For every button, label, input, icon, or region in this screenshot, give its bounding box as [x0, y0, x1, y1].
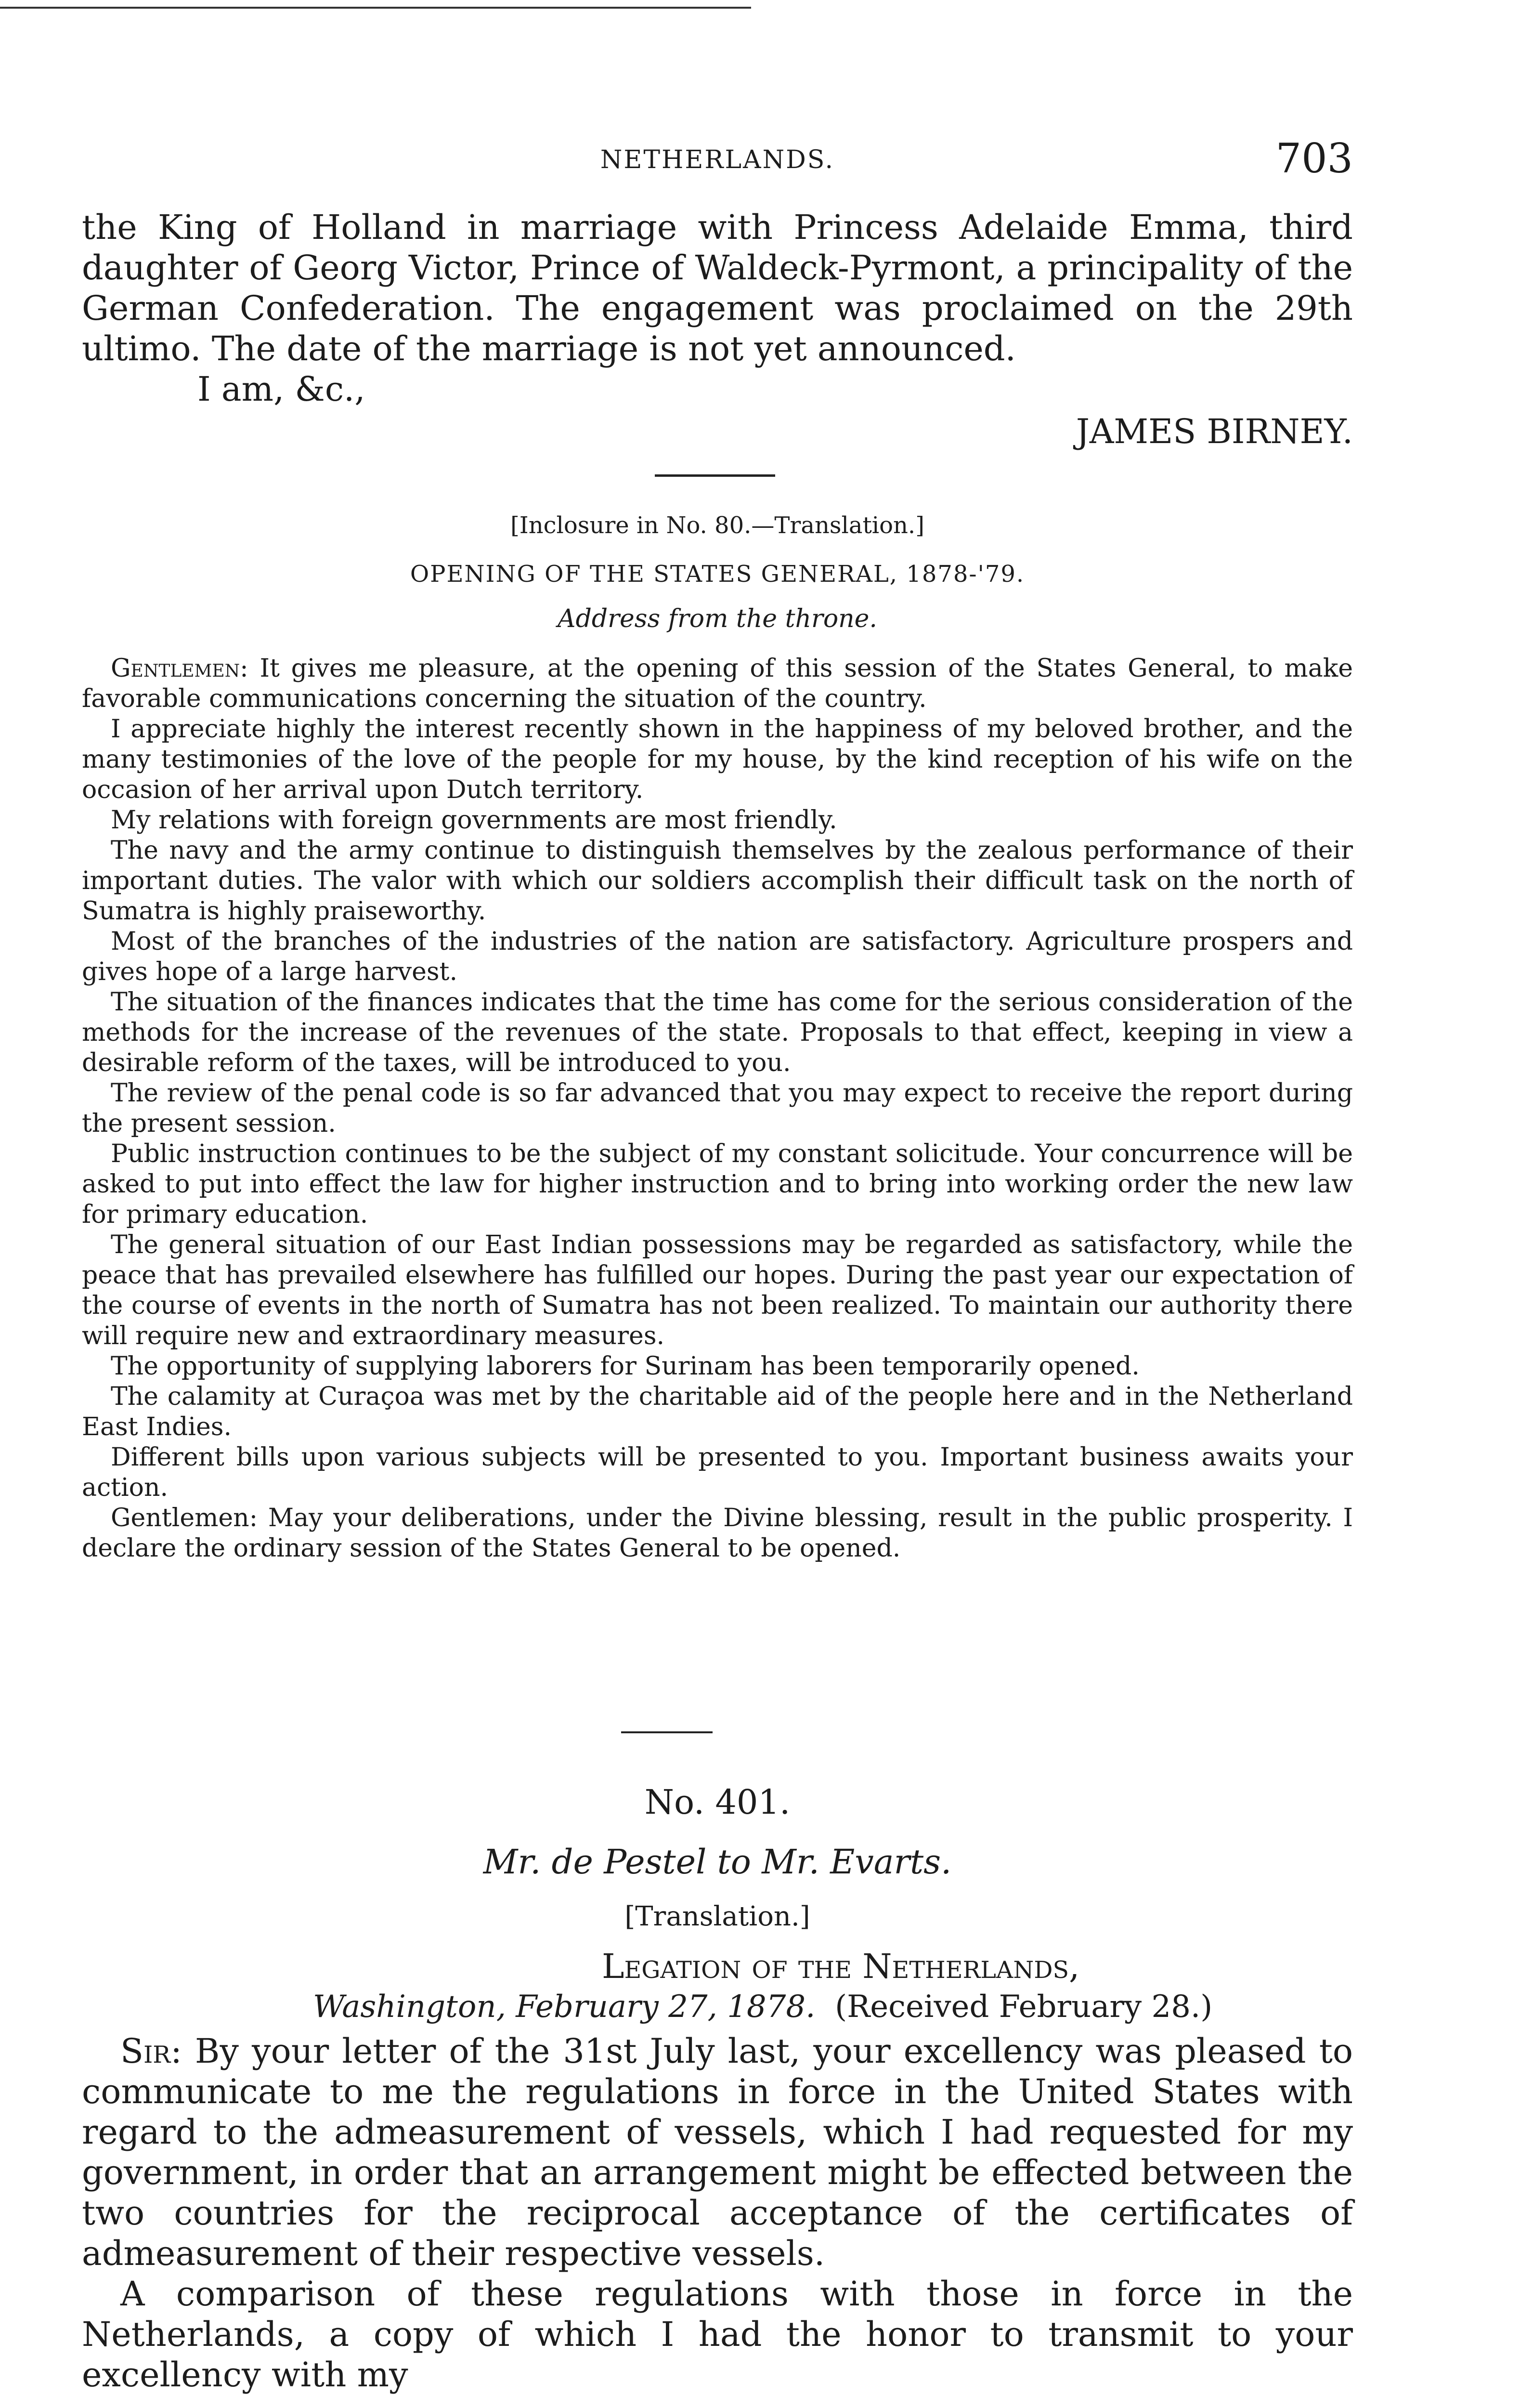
address-paragraph: The general situation of our East Indian possessions may be regarded as satisfactory, while the peace that has prevailed elsewhere has fulfilled our hopes. During the past year our expectation of the course of events in the north of Sumatra has not been realized. To maintain our authority there will require new and extraordinary measures. [82, 1230, 1353, 1350]
document-number: No. 401. [644, 1782, 791, 1822]
letter-salutation: Sir: [120, 2031, 182, 2071]
received-note: (Received February 28.) [835, 1989, 1213, 2025]
inclosure-title: OPENING OF THE STATES GENERAL, 1878-'79. [410, 561, 1025, 588]
salutation: Gentlemen: [111, 654, 248, 683]
place-date: Washington, February 27, 1878. [313, 1989, 816, 2025]
letter-paragraph: A comparison of these regulations with those in force in the Netherlands, a copy of which I had the honor to transmit to your excellency with my [82, 2274, 1353, 2395]
inclosure-subtitle: Address from the throne. [558, 604, 877, 633]
address-paragraph: The calamity at Curaçoa was met by the charitable aid of the people here and in the Netherland East Indies. [82, 1382, 1353, 1441]
address-paragraph-text: It gives me pleasure, at the opening of this session of the States General, to make favorable communications concerning the situation of the country. [82, 654, 1353, 713]
address-paragraph: The situation of the finances indicates that the time has come for the serious consideration of the methods for the increase of the revenues of the state. Proposals to that effect, keeping in view a desirable reform of the taxes, will be introduced to you. [82, 988, 1353, 1077]
divider-rule [621, 1731, 713, 1733]
divider-rule [655, 474, 775, 477]
address-paragraph: My relations with foreign governments are most friendly. [111, 806, 837, 835]
address-paragraph: Public instruction continues to be the subject of my constant solicitude. Your concurrence will be asked to put into effect the law for higher instruction and to bring into working order the new law for primary education. [82, 1139, 1353, 1229]
page-header [82, 135, 1353, 183]
signature: JAMES BIRNEY. [1076, 412, 1353, 451]
address-paragraph: Gentlemen: May your deliberations, under the Divine blessing, result in the public prosperity. I declare the ordinary session of the States General to be opened. [82, 1504, 1353, 1563]
letter-title: Mr. de Pestel to Mr. Evarts. [483, 1842, 952, 1882]
top-rule [0, 7, 751, 9]
address-paragraph: The opportunity of supplying laborers for Surinam has been temporarily opened. [111, 1352, 1140, 1381]
address-paragraph: Most of the branches of the industries of the nation are satisfactory. Agriculture prospers and gives hope of a large harvest. [82, 927, 1353, 986]
address-paragraph [82, 654, 1353, 714]
translation-note: [Translation.] [624, 1901, 810, 1932]
address-text [82, 654, 1353, 1564]
address-paragraph: I appreciate highly the interest recently shown in the happiness of my beloved brother, and the many testimonies of the love of the people for my house, by the kind reception of his wife on the occasion of her arrival upon Dutch territory. [82, 715, 1353, 804]
address-paragraph: Different bills upon various subjects will be presented to you. Important business awaits your action. [82, 1443, 1353, 1502]
address-paragraph: The navy and the army continue to distinguish themselves by the zealous performance of their important duties. The valor with which our soldiers accomplish their difficult task on the north of Sumatra is highly praiseworthy. [82, 836, 1353, 926]
address-paragraph: The review of the penal code is so far advanced that you may expect to receive the report during the present session. [82, 1079, 1353, 1138]
page-number: 703 [1275, 135, 1353, 182]
letter-block [82, 1782, 1353, 2395]
legation-line: Legation of the Netherlands, [602, 1947, 1080, 1986]
continuation-paragraph: the King of Holland in marriage with Princess Adelaide Emma, third daughter of Georg Victor, Prince of Waldeck-Pyrmont, a principality of the German Confederation. The engagement was proclaimed on the 29th ultimo. The date of the marriage is not yet announced. [82, 208, 1353, 368]
closing-line: I am, &c., [197, 369, 365, 409]
inclosure-label: [Inclosure in No. 80.—Translation.] [510, 512, 924, 539]
letter-paragraph-text: By your letter of the 31st July last, your excellency was pleased to communicate to me the regulations in force in the United States with regard to the admeasurement of vessels, which I had requested for my government, in order that an arrangement might be effected between the two countries for the reciprocal acceptance of the certificates of admeasurement of their respective vessels. [82, 2031, 1353, 2273]
continuation-block [82, 207, 1353, 452]
inclosure-block [82, 510, 1353, 1564]
letter-paragraph [82, 2031, 1353, 2274]
running-head: NETHERLANDS. [600, 145, 835, 174]
dateline [82, 1987, 1353, 2027]
